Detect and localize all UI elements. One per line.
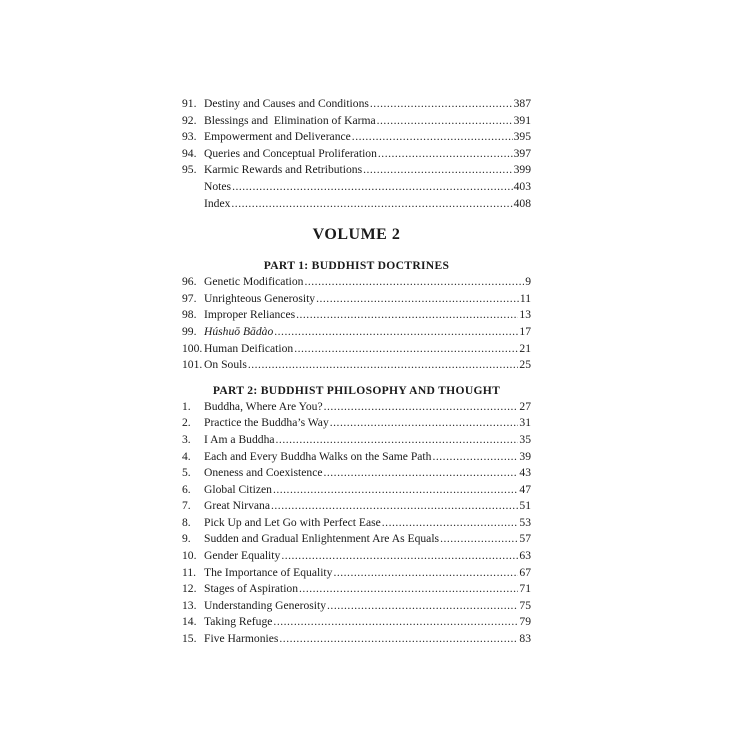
entry-page: 403: [513, 179, 531, 193]
entry-page: 399: [513, 163, 531, 177]
entry-title: Improper Reliances: [204, 308, 296, 322]
dot-leader: [316, 291, 519, 308]
volume-heading: VOLUME 2: [312, 226, 401, 244]
entry-title: Index: [204, 196, 231, 210]
toc-entry: [182, 465, 531, 482]
dot-leader: [378, 146, 513, 163]
dot-leader: [273, 482, 518, 499]
volume1-tail-section: [182, 96, 531, 212]
entry-title: On Souls: [204, 358, 247, 372]
entry-number: 4.: [182, 449, 191, 463]
section-gap: [182, 374, 531, 383]
toc-entry: [182, 449, 531, 466]
entry-number: 10.: [182, 549, 197, 563]
entry-title: Blessings and Elimination of Karma: [204, 113, 376, 127]
entry-number: 1.: [182, 399, 191, 413]
entry-title: Oneness and Coexistence: [204, 466, 323, 480]
entry-number: 9.: [182, 532, 191, 546]
toc-entry: [182, 598, 531, 615]
toc-entry: [182, 614, 531, 631]
toc-page: [182, 96, 531, 648]
entry-page: 395: [513, 130, 531, 144]
toc-entry: [182, 631, 531, 648]
dot-leader: [232, 179, 513, 196]
entry-page: 391: [513, 113, 531, 127]
entry-title: Each and Every Buddha Walks on the Same Path: [204, 449, 432, 463]
toc-entry: [182, 96, 531, 113]
entry-title: Genetic Modification: [204, 275, 304, 289]
dot-leader: [327, 598, 518, 615]
toc-entry: [182, 162, 531, 179]
part2-section: [182, 383, 531, 648]
entry-page: 43: [519, 466, 531, 480]
toc-entry: [182, 432, 531, 449]
entry-title: I Am a Buddha: [204, 432, 275, 446]
entry-page: 11: [519, 291, 531, 305]
entry-number: 15.: [182, 632, 197, 646]
entry-number: 7.: [182, 499, 191, 513]
entry-number: 3.: [182, 432, 191, 446]
entry-number: 97.: [182, 291, 197, 305]
toc-entry: [182, 565, 531, 582]
entry-title: Sudden and Gradual Enlightenment Are As Equals: [204, 532, 440, 546]
toc-entry: [182, 291, 531, 308]
toc-entry: [182, 482, 531, 499]
entry-page: 67: [519, 565, 531, 579]
toc-entry: [182, 324, 531, 341]
entry-title: Notes: [204, 179, 232, 193]
entry-title: Human Deification: [204, 341, 294, 355]
part2-heading: PART 2: BUDDHIST PHILOSOPHY AND THOUGHT: [212, 383, 501, 397]
entry-title: Queries and Conceptual Proliferation: [204, 146, 377, 160]
entry-number: 11.: [182, 565, 197, 579]
entry-title: Stages of Aspiration: [204, 582, 299, 596]
dot-leader: [352, 129, 513, 146]
toc-entry: [182, 113, 531, 130]
entry-page: 27: [519, 399, 531, 413]
entry-title: Great Nirvana: [204, 499, 270, 513]
entry-title: Gender Equality: [204, 549, 281, 563]
entry-title: Empowerment and Deliverance: [204, 130, 351, 144]
entry-page: 57: [519, 532, 531, 546]
entry-number: 2.: [182, 416, 191, 430]
dot-leader: [231, 196, 512, 213]
dot-leader: [432, 449, 518, 466]
dot-leader: [271, 498, 518, 515]
entry-page: 31: [519, 416, 531, 430]
entry-number: 13.: [182, 598, 197, 612]
entry-title: The Importance of Equality: [204, 565, 333, 579]
entry-page: 75: [519, 598, 531, 612]
toc-entry: [182, 581, 531, 598]
part1-heading: PART 1: BUDDHIST DOCTRINES: [263, 259, 450, 273]
entry-page: 9: [525, 275, 531, 289]
entry-page: 47: [519, 482, 531, 496]
toc-entry: [182, 515, 531, 532]
dot-leader: [304, 274, 524, 291]
entry-title: Global Citizen: [204, 482, 272, 496]
toc-entry: [182, 498, 531, 515]
dot-leader: [273, 614, 518, 631]
entry-page: 83: [519, 632, 531, 646]
toc-entry: [182, 399, 531, 416]
entry-page: 39: [519, 449, 531, 463]
dot-leader: [248, 357, 519, 374]
entry-page: 408: [513, 196, 531, 210]
dot-leader: [382, 515, 519, 532]
entry-page: 35: [519, 432, 531, 446]
dot-leader: [330, 415, 519, 432]
entry-number: 96.: [182, 275, 197, 289]
toc-entry: [182, 357, 531, 374]
dot-leader: [296, 307, 518, 324]
entry-number: 95.: [182, 163, 197, 177]
part1-section: [182, 258, 531, 374]
entry-number: 93.: [182, 130, 197, 144]
entry-number: 6.: [182, 482, 191, 496]
toc-entry: [182, 415, 531, 432]
entry-title: Húshuō Bādào: [204, 324, 274, 338]
entry-title: Karmic Rewards and Retributions: [204, 163, 363, 177]
entry-number: 101.: [182, 358, 203, 372]
entry-page: 387: [513, 97, 531, 110]
dot-leader: [276, 432, 519, 449]
dot-leader: [363, 162, 513, 179]
entry-page: 397: [513, 146, 531, 160]
entry-page: 53: [519, 515, 531, 529]
entry-page: 13: [519, 308, 531, 322]
dot-leader: [370, 96, 513, 113]
entry-page: 25: [519, 358, 531, 372]
entry-page: 63: [519, 549, 531, 563]
toc-entry: [182, 274, 531, 291]
dot-leader: [281, 548, 518, 565]
toc-entry: [182, 548, 531, 565]
entry-title: Five Harmonies: [204, 632, 279, 646]
toc-entry: [182, 307, 531, 324]
toc-entry-index: [182, 196, 531, 213]
dot-leader: [324, 399, 519, 416]
dot-leader: [274, 324, 518, 341]
entry-number: 91.: [182, 97, 197, 110]
entry-title: Unrighteous Generosity: [204, 291, 316, 305]
entry-number: 12.: [182, 582, 197, 596]
entry-page: 21: [519, 341, 531, 355]
entry-number: 5.: [182, 466, 191, 480]
toc-entry-notes: [182, 179, 531, 196]
entry-title: Pick Up and Let Go with Perfect Ease: [204, 515, 381, 529]
entry-page: 17: [519, 324, 531, 338]
entry-number: 100.: [182, 341, 203, 355]
entry-title: Taking Refuge: [204, 615, 273, 629]
dot-leader: [323, 465, 518, 482]
dot-leader: [299, 581, 518, 598]
entry-number: 99.: [182, 324, 197, 338]
dot-leader: [440, 531, 518, 548]
entry-number: 14.: [182, 615, 197, 629]
toc-entry: [182, 146, 531, 163]
entry-title: Practice the Buddha’s Way: [204, 416, 329, 430]
dot-leader: [377, 113, 513, 130]
entry-page: 51: [519, 499, 531, 513]
dot-leader: [279, 631, 518, 648]
entry-number: 98.: [182, 308, 197, 322]
toc-entry: [182, 129, 531, 146]
dot-leader: [333, 565, 518, 582]
entry-number: 94.: [182, 146, 197, 160]
toc-entry: [182, 531, 531, 548]
entry-page: 71: [519, 582, 531, 596]
entry-title: Buddha, Where Are You?: [204, 399, 323, 413]
entry-page: 79: [519, 615, 531, 629]
dot-leader: [294, 341, 518, 358]
entry-number: 8.: [182, 515, 191, 529]
toc-entry: [182, 341, 531, 358]
entry-number: 92.: [182, 113, 197, 127]
entry-title: Destiny and Causes and Conditions: [204, 97, 369, 110]
entry-title: Understanding Generosity: [204, 598, 327, 612]
